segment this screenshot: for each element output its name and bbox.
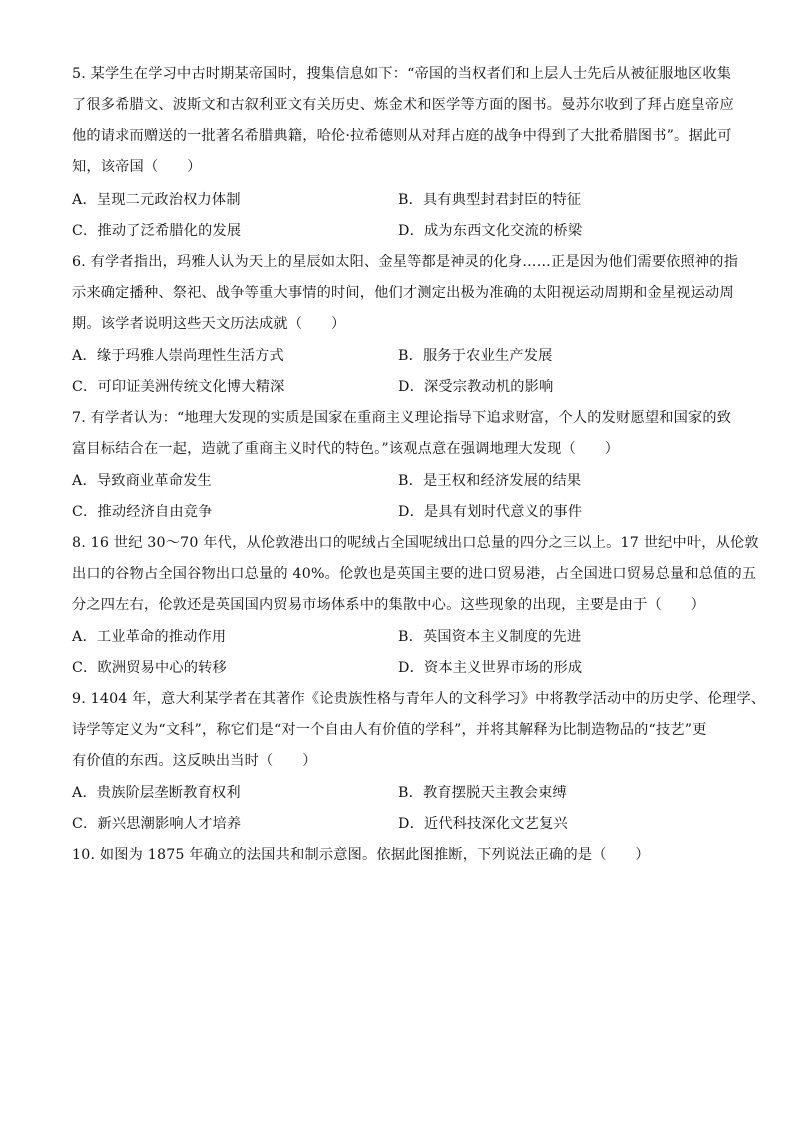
q5-stem-line-3: 他的请求而赠送的一批著名希腊典籍，哈伦·拉希德则从对拜占庭的战争中得到了大批希腊图书”。据此可 [72, 128, 732, 144]
q8-stem-line-2: 出口的谷物占全国谷物出口总量的 40%。伦敦也是英国主要的进口贸易港，占全国进口贸易总量和总值的五 [72, 566, 757, 582]
q9-option-c: C．新兴思潮影响人才培养 [72, 816, 242, 832]
q5-stem-line-2: 了很多希腊文、波斯文和古叙利亚文有关历史、炼金术和医学等方面的图书。曼苏尔收到了拜占庭皇帝应 [72, 97, 734, 113]
q7-option-d: D．是具有划时代意义的事件 [398, 504, 583, 520]
q5-option-c: C．推动了泛希腊化的发展 [72, 223, 242, 239]
q8-option-a: A．工业革命的推动作用 [72, 629, 227, 645]
q9-option-b: B．教育摆脱天主教会束缚 [398, 785, 567, 801]
q5-option-b: B．具有典型封君封臣的特征 [398, 192, 582, 208]
q5-option-d: D．成为东西文化交流的桥梁 [398, 223, 583, 239]
q5-stem-line-4: 知，该帝国（ ） [72, 159, 202, 175]
q9-stem-line-1: 9. 1404 年，意大利某学者在其著作《论贵族性格与青年人的文科学习》中将教学活动中的历史学、伦理学、 [72, 691, 766, 707]
q6-stem-line-3: 期。该学者说明这些天文历法成就（ ） [72, 316, 346, 332]
q9-stem-line-3: 有价值的东西。这反映出当时（ ） [72, 753, 317, 769]
q9-stem-line-2: 诗学等定义为“文科”，称它们是“对一个自由人有价值的学科”，并将其解释为比制造物品的“技艺”更 [72, 722, 707, 738]
q7-option-c: C．推动经济自由竞争 [72, 504, 213, 520]
q9-option-d: D．近代科技深化文艺复兴 [398, 816, 568, 832]
q5-stem-line-1: 5. 某学生在学习中古时期某帝国时，搜集信息如下：“帝国的当权者们和上层人士先后从被征服地区收集 [72, 66, 732, 82]
q8-option-d: D．资本主义世界市场的形成 [398, 660, 583, 676]
q8-option-c: C．欧洲贸易中心的转移 [72, 660, 227, 676]
q10-stem-line-1: 10. 如图为 1875 年确立的法国共和制示意图。依据此图推断，下列说法正确的是（ ） [72, 847, 650, 863]
q7-stem-line-2: 富目标结合在一起，造就了重商主义时代的特色。”该观点意在强调地理大发现（ ） [72, 441, 620, 457]
q5-option-a: A．呈现二元政治权力体制 [72, 192, 241, 208]
q8-stem-line-1: 8. 16 世纪 30～70 年代，从伦敦港出口的呢绒占全国呢绒出口总量的四分之三以上。17 世纪中叶，从伦敦 [72, 535, 759, 551]
q8-stem-line-3: 分之四左右，伦敦还是英国国内贸易市场体系中的集散中心。这些现象的出现，主要是由于（ ） [72, 597, 706, 613]
q6-option-c: C．可印证美洲传统文化博大精深 [72, 379, 285, 395]
q8-option-b: B．英国资本主义制度的先进 [398, 629, 582, 645]
q7-stem-line-1: 7. 有学者认为：“地理大发现的实质是国家在重商主义理论指导下追求财富，个人的发财愿望和国家的致 [72, 410, 732, 426]
q9-option-a: A．贵族阶层垄断教育权利 [72, 785, 241, 801]
q6-option-d: D．深受宗教动机的影响 [398, 379, 554, 395]
q6-stem-line-2: 示来确定播种、祭祀、战争等重大事情的时间，他们才测定出极为准确的太阳视运动周期和金星视运动周 [72, 285, 734, 301]
q6-option-b: B．服务于农业生产发展 [398, 348, 553, 364]
q6-option-a: A．缘于玛雅人崇尚理性生活方式 [72, 348, 284, 364]
q7-option-b: B．是王权和经济发展的结果 [398, 473, 582, 489]
q6-stem-line-1: 6. 有学者指出，玛雅人认为天上的星辰如太阳、金星等都是神灵的化身……正是因为他们需要依照神的指 [72, 254, 739, 270]
q7-option-a: A．导致商业革命发生 [72, 473, 212, 489]
